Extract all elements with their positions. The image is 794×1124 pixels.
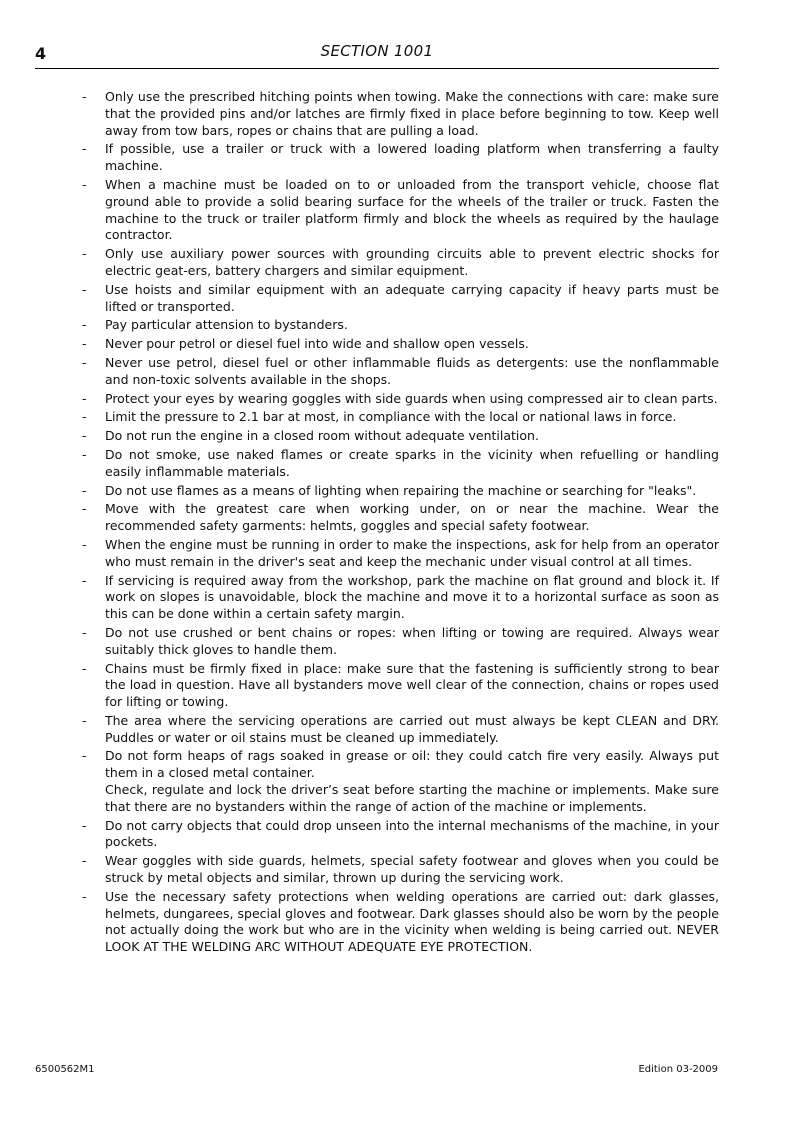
list-item (78, 336, 719, 353)
bullet-dash: - (82, 501, 87, 517)
item-text: Move with the greatest care when working under, on or near the machine. Wear the recommended safety garments: helmts, goggles and special safety footwear. (105, 501, 719, 534)
list-item (78, 409, 719, 426)
list-item (78, 428, 719, 445)
item-text: When a machine must be loaded on to or unloaded from the transport vehicle, choose flat ground able to provide a solid bearing surface for the wheels of the trailer or truck. Fasten the machine to the truck or trailer platform firmly and block the wheels as required by the haulage contractor. (105, 176, 719, 243)
bullet-dash: - (82, 390, 87, 406)
bullet-dash: - (82, 660, 87, 676)
list-item (78, 177, 719, 244)
edition-label: Edition 03-2009 (638, 1064, 718, 1075)
list-item (78, 355, 719, 389)
item-text: Only use the prescribed hitching points when towing. Make the connections with care: make sure that the provided pins and/or latches are firmly fixed in place before beginning to tow. Keep well away from tow bars, ropes or chains that are pulling a load. (105, 89, 719, 138)
item-text: The area where the servicing operations are carried out must always be kept CLEAN and DRY. Puddles or water or oil stains must be cleaned up immediately. (105, 712, 719, 745)
item-text: Do not use flames as a means of lighting when repairing the machine or searching for "leaks". (105, 482, 697, 498)
bullet-dash: - (82, 572, 87, 588)
list-item (78, 889, 719, 956)
item-text: If servicing is required away from the workshop, park the machine on flat ground and block it. If work on slopes is unavoidable, block the machine and move it to a horizontal surface as soon as this can be done within a certain safety margin. (105, 572, 719, 622)
bullet-dash: - (82, 853, 87, 869)
item-text: Do not smoke, use naked flames or create sparks in the vicinity when refuelling or handling easily inflammable materials. (105, 446, 719, 479)
header-rule (35, 68, 719, 69)
safety-instructions-list (78, 89, 719, 958)
bullet-dash: - (82, 712, 87, 728)
section-title: SECTION 1001 (320, 42, 434, 60)
list-item (78, 573, 719, 623)
page-header (35, 40, 719, 68)
item-text: Never use petrol, diesel fuel or other inflammable fluids as detergents: use the nonflammable and non-toxic solvents available in the shops. (105, 354, 719, 387)
list-item (78, 748, 719, 815)
item-text: Use hoists and similar equipment with an adequate carrying capacity if heavy parts must be lifted or transported. (105, 281, 719, 314)
item-text: Chains must be firmly fixed in place: make sure that the fastening is sufficiently strong to bear the load in question. Have all bystanders move well clear of the connection, chains or ropes used for lifting or towing. (105, 660, 719, 710)
item-text: Use the necessary safety protections when welding operations are carried out: dark glasses, helmets, dungarees, special gloves and footwear. Dark glasses should also be worn by the people not actually doing the work but who are in the vicinity when welding is being carried out. NEVER LOOK AT THE WELDING ARC WITHOUT ADEQUATE EYE PROTECTION. (105, 888, 719, 955)
item-text: Check, regulate and lock the driver’s seat before starting the machine or implements. Make sure that there are no bystanders within the range of action of the machine or implements. (105, 782, 719, 814)
item-text: Do not run the engine in a closed room without adequate ventilation. (105, 428, 539, 444)
bullet-dash: - (82, 141, 87, 157)
bullet-dash: - (82, 817, 87, 833)
bullet-dash: - (82, 428, 87, 444)
item-text: Pay particular attension to bystanders. (105, 317, 348, 333)
item-text: Do not form heaps of rags soaked in grease or oil: they could catch fire very easily. Always put them in a closed metal container. (105, 748, 719, 781)
list-item (78, 661, 719, 711)
document-code: 6500562M1 (35, 1064, 95, 1075)
item-text: Never pour petrol or diesel fuel into wide and shallow open vessels. (105, 336, 529, 352)
bullet-dash: - (82, 536, 87, 552)
page-number: 4 (35, 44, 47, 63)
list-item (78, 818, 719, 852)
list-item (78, 246, 719, 280)
list-item (78, 447, 719, 481)
list-item (78, 317, 719, 334)
item-text: Do not use crushed or bent chains or ropes: when lifting or towing are required. Always wear suitably thick gloves to handle them. (105, 624, 719, 657)
bullet-dash: - (82, 317, 87, 333)
bullet-dash: - (82, 336, 87, 352)
bullet-dash: - (82, 446, 87, 462)
list-item (78, 282, 719, 316)
bullet-dash: - (82, 888, 87, 904)
item-text: If possible, use a trailer or truck with a lowered loading platform when transferring a faulty machine. (105, 141, 719, 174)
item-text: When the engine must be running in order to make the inspections, ask for help from an operator who must remain in the driver's seat and keep the mechanic under visual control at all times. (105, 536, 719, 569)
item-text: Wear goggles with side guards, helmets, special safety footwear and gloves when you could be struck by metal objects and similar, thrown up during the servicing work. (105, 853, 719, 886)
list-item (78, 537, 719, 571)
list-item (78, 853, 719, 887)
item-text: Do not carry objects that could drop unseen into the internal mechanisms of the machine, in your pockets. (105, 817, 719, 850)
bullet-dash: - (82, 281, 87, 297)
list-item (78, 391, 719, 408)
list-item (78, 89, 719, 139)
bullet-dash: - (82, 482, 87, 498)
bullet-dash: - (82, 409, 87, 425)
item-text: Only use auxiliary power sources with grounding circuits able to prevent electric shocks for electric geat-ers, battery chargers and similar equipment. (105, 246, 719, 278)
list-item (78, 501, 719, 535)
bullet-dash: - (82, 354, 87, 370)
list-item (78, 625, 719, 659)
bullet-dash: - (82, 748, 87, 764)
bullet-dash: - (82, 89, 87, 104)
bullet-dash: - (82, 176, 87, 192)
item-text: Limit the pressure to 2.1 bar at most, in compliance with the local or national laws in force. (105, 409, 677, 425)
bullet-dash: - (82, 624, 87, 640)
list-item (78, 713, 719, 747)
item-text: Protect your eyes by wearing goggles with side guards when using compressed air to clean parts. (105, 390, 718, 406)
list-item (78, 483, 719, 500)
bullet-dash: - (82, 246, 87, 262)
list-item (78, 141, 719, 175)
